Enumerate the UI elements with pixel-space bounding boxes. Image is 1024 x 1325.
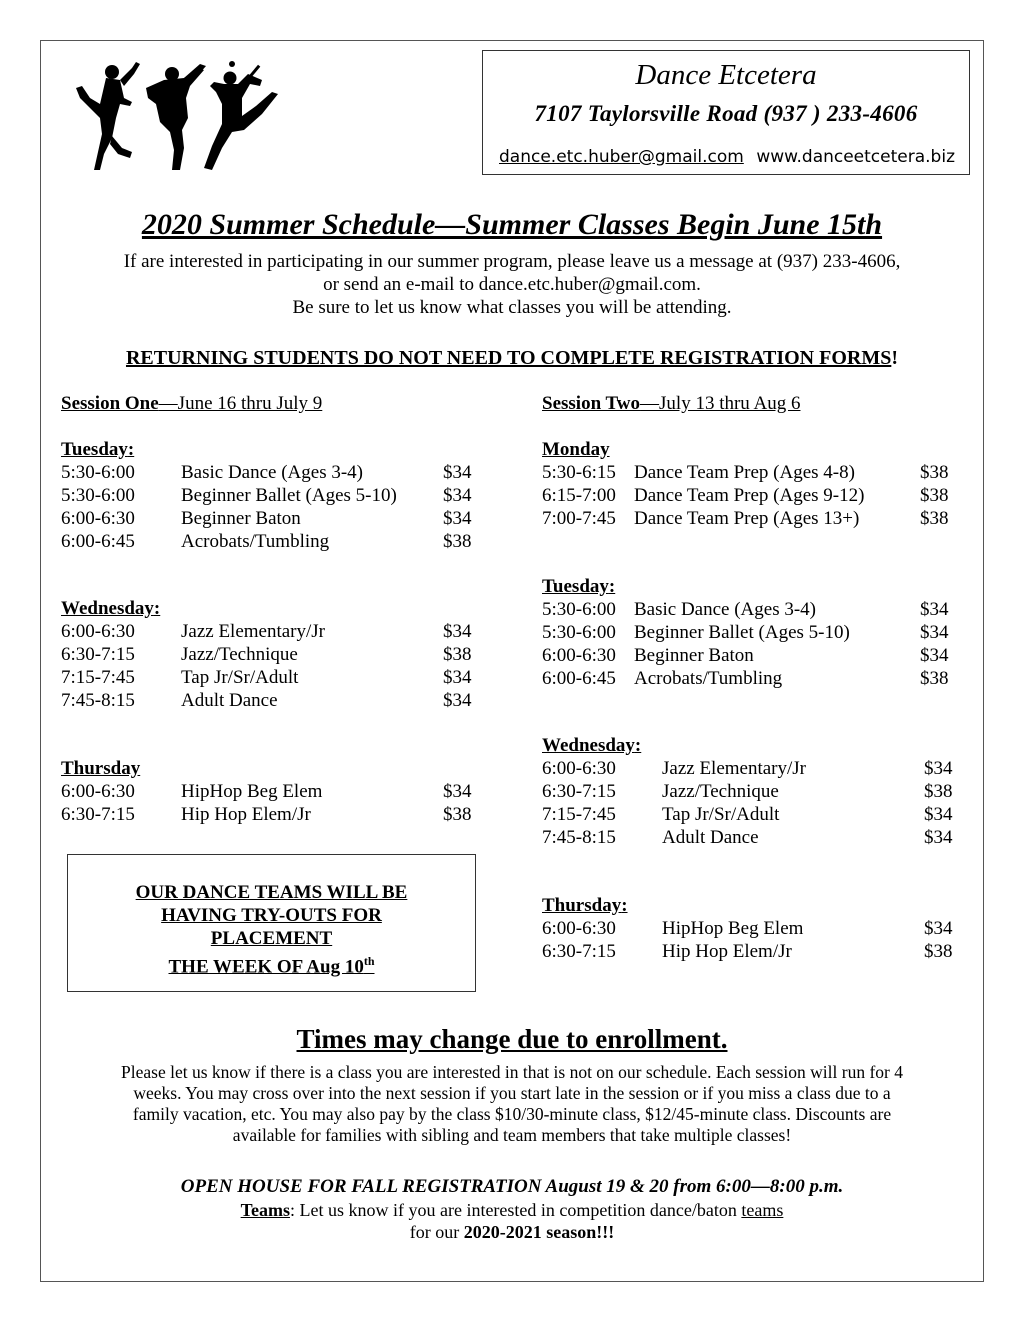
day-name: Tuesday: [61, 439, 128, 460]
class-name: Jazz/Technique: [181, 644, 298, 665]
day-suffix: :: [153, 598, 161, 619]
day-suffix: :: [621, 895, 628, 916]
tryouts-box: [67, 854, 476, 992]
class-name: Tap Jr/Sr/Adult: [662, 804, 780, 825]
class-name: Beginner Baton: [181, 508, 301, 529]
class-price: $34: [443, 667, 472, 688]
class-time: 6:30-7:15: [542, 941, 616, 962]
class-name: Beginner Baton: [634, 645, 754, 666]
day-name: Wednesday: [61, 598, 154, 619]
day-heading: [542, 576, 615, 598]
tryouts-line-1: OUR DANCE TEAMS WILL BE: [135, 882, 408, 903]
class-price: $34: [920, 645, 949, 666]
class-time: 5:30-6:00: [542, 622, 616, 643]
class-price: $34: [920, 599, 949, 620]
class-time: 6:30-7:15: [61, 644, 135, 665]
class-name: Jazz Elementary/Jr: [662, 758, 807, 779]
class-time: 5:30-6:00: [542, 599, 616, 620]
class-time: 6:30-7:15: [61, 804, 135, 825]
day-heading: [61, 598, 160, 620]
intro-line-2: or send an e-mail to dance.etc.huber@gmail.com.: [323, 274, 701, 295]
intro-line-3: Be sure to let us know what classes you will be attending.: [292, 297, 732, 318]
notice-punct: !: [891, 347, 898, 369]
session-one-dates: —June 16 thru July 9: [158, 393, 323, 414]
dancers-logo: [72, 58, 282, 173]
details-line-4: available for families with sibling and team members that take multiple classes!: [232, 1125, 792, 1145]
class-time: 6:00-6:30: [61, 621, 135, 642]
session-one-heading: [61, 393, 322, 415]
class-time: 6:30-7:15: [542, 781, 616, 802]
class-price: $34: [443, 621, 472, 642]
open-house-notice: OPEN HOUSE FOR FALL REGISTRATION August 19 & 20 from 6:00—8:00 p.m.: [180, 1176, 844, 1197]
day-heading: [61, 758, 140, 780]
notice-text: RETURNING STUDENTS DO NOT NEED TO COMPLETE REGISTRATION FORMS: [125, 347, 892, 369]
class-time: 5:30-6:15: [542, 462, 616, 483]
day-name: Thursday: [61, 758, 141, 779]
teams-notice: [0, 1199, 1024, 1243]
class-name: HipHop Beg Elem: [181, 781, 323, 802]
teams-line-2: [0, 1221, 1024, 1243]
class-name: Basic Dance (Ages 3-4): [634, 599, 817, 620]
times-change-heading: Times may change due to enrollment.: [296, 1024, 728, 1054]
class-price: $34: [443, 485, 472, 506]
class-name: Beginner Ballet (Ages 5-10): [181, 485, 397, 506]
class-name: Jazz Elementary/Jr: [181, 621, 326, 642]
class-time: 6:00-6:30: [61, 781, 135, 802]
class-price: $38: [443, 531, 472, 552]
class-time: 5:30-6:00: [61, 462, 135, 483]
class-name: Beginner Ballet (Ages 5-10): [634, 622, 850, 643]
class-time: 7:45-8:15: [61, 690, 135, 711]
class-time: 6:00-6:30: [542, 918, 616, 939]
class-time: 6:15-7:00: [542, 485, 616, 506]
class-price: $34: [924, 758, 953, 779]
class-time: 6:00-6:30: [542, 758, 616, 779]
class-price: $38: [920, 668, 949, 689]
class-price: $34: [443, 462, 472, 483]
studio-name: Dance Etcetera: [635, 59, 817, 91]
class-time: 7:15-7:45: [61, 667, 135, 688]
class-name: HipHop Beg Elem: [662, 918, 804, 939]
class-time: 7:45-8:15: [542, 827, 616, 848]
class-name: Dance Team Prep (Ages 9-12): [634, 485, 865, 506]
class-time: 5:30-6:00: [61, 485, 135, 506]
details-line-3: family vacation, etc. You may also pay by the class $10/30-minute class, $12/45-minute class. Discounts are: [132, 1104, 892, 1124]
day-suffix: :: [634, 735, 642, 756]
class-time: 7:00-7:45: [542, 508, 616, 529]
class-name: Hip Hop Elem/Jr: [181, 804, 311, 825]
class-time: 6:00-6:30: [542, 645, 616, 666]
day-name: Monday: [542, 439, 610, 460]
day-heading: [542, 735, 641, 757]
returning-students-notice: [0, 347, 1024, 370]
intro-text: [0, 250, 1024, 319]
class-time: 6:00-6:45: [542, 668, 616, 689]
day-heading: [542, 439, 610, 461]
class-name: Acrobats/Tumbling: [634, 668, 783, 689]
studio-email-link[interactable]: dance.etc.huber@gmail.com: [499, 147, 744, 167]
studio-website: www.danceetcetera.biz: [756, 147, 955, 167]
class-name: Hip Hop Elem/Jr: [662, 941, 792, 962]
class-time: 6:00-6:45: [61, 531, 135, 552]
class-price: $38: [924, 781, 953, 802]
class-price: $38: [920, 485, 949, 506]
day-heading: [61, 439, 134, 461]
teams-text-b: teams: [741, 1200, 784, 1220]
intro-line-1: If are interested in participating in our summer program, please leave us a message at (937) 233-4606,: [123, 251, 901, 272]
class-price: $38: [924, 941, 953, 962]
class-name: Dance Team Prep (Ages 13+): [634, 508, 860, 529]
class-price: $38: [443, 804, 472, 825]
session-two-name: Session Two: [542, 393, 641, 414]
class-name: Tap Jr/Sr/Adult: [181, 667, 299, 688]
page-title: 2020 Summer Schedule—Summer Classes Begin June 15th: [141, 208, 883, 241]
class-price: $38: [920, 508, 949, 529]
class-price: $34: [443, 508, 472, 529]
details-paragraph: [60, 1062, 964, 1146]
day-name: Thursday: [542, 895, 622, 916]
class-name: Dance Team Prep (Ages 4-8): [634, 462, 855, 483]
studio-address-phone: 7107 Taylorsville Road (937 ) 233-4606: [534, 101, 918, 126]
tryouts-line-2: HAVING TRY-OUTS FOR: [161, 905, 382, 926]
class-time: 6:00-6:30: [61, 508, 135, 529]
day-suffix: :: [608, 576, 616, 597]
class-price: $38: [443, 644, 472, 665]
contact-box: [482, 50, 970, 175]
class-price: $34: [924, 827, 953, 848]
class-price: $34: [920, 622, 949, 643]
tryouts-week-sup: th: [363, 954, 375, 968]
teams-line2-a: for our: [409, 1222, 464, 1242]
day-name: Wednesday: [542, 735, 635, 756]
class-price: $34: [924, 918, 953, 939]
day-heading: [542, 895, 628, 917]
class-name: Acrobats/Tumbling: [181, 531, 330, 552]
session-one-name: Session One: [61, 393, 159, 414]
tryouts-line-4: [68, 950, 475, 978]
teams-text-a: : Let us know if you are interested in competition dance/baton: [289, 1200, 742, 1220]
tryouts-line-3: PLACEMENT: [210, 928, 333, 949]
teams-season: 2020-2021 season!!!: [463, 1222, 615, 1242]
class-price: $34: [924, 804, 953, 825]
class-price: $34: [443, 781, 472, 802]
tryouts-week: THE WEEK OF Aug 10: [168, 956, 364, 978]
details-line-1: Please let us know if there is a class you are interested in that is not on our schedule. Each session will run for 4: [121, 1062, 903, 1082]
session-two-dates: —July 13 thru Aug 6: [640, 393, 801, 414]
class-name: Adult Dance: [662, 827, 759, 848]
day-name: Tuesday: [542, 576, 609, 597]
details-line-2: weeks. You may cross over into the next session if you start late in the session or if you miss a class due to a: [133, 1083, 891, 1103]
class-name: Basic Dance (Ages 3-4): [181, 462, 364, 483]
class-price: $38: [920, 462, 949, 483]
teams-label: Teams: [240, 1200, 290, 1220]
class-name: Adult Dance: [181, 690, 278, 711]
session-two-heading: [542, 393, 800, 415]
teams-line-1: [0, 1199, 1024, 1221]
class-time: 7:15-7:45: [542, 804, 616, 825]
day-suffix: :: [127, 439, 135, 460]
class-name: Jazz/Technique: [662, 781, 779, 802]
class-price: $34: [443, 690, 472, 711]
